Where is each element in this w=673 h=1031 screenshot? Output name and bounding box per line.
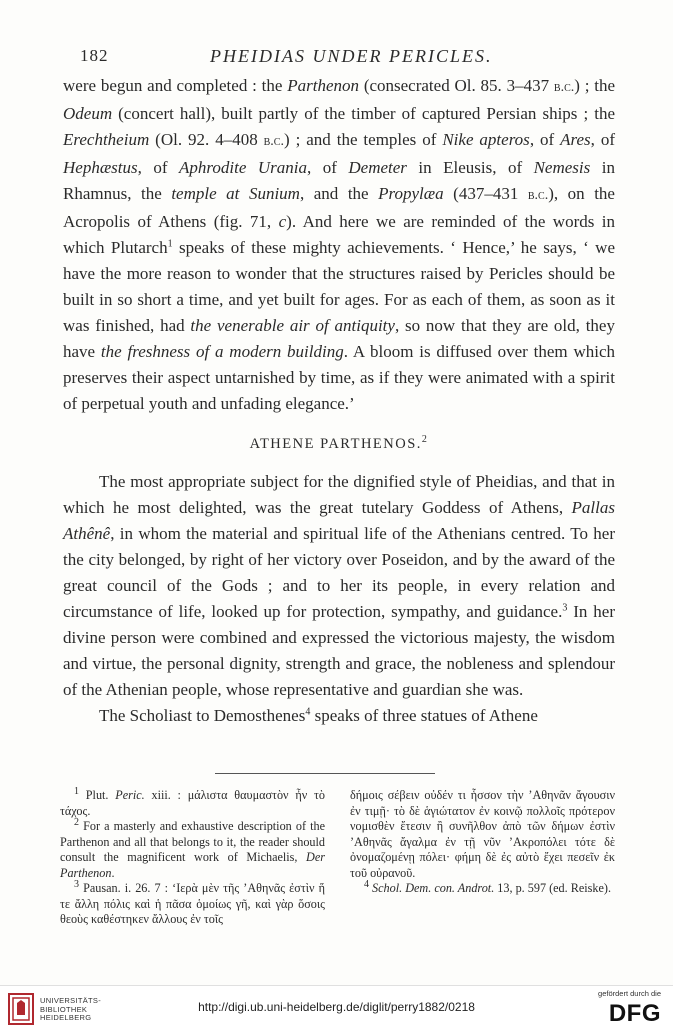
footnote-2: $^2$ For a masterly and exhaustive description of the Parthenon and all that belongs to it, the reader should consult the magnificent work of Michaelis, Der Parthenon. — [60, 816, 325, 880]
running-header — [60, 40, 620, 70]
footer-bar — [0, 985, 673, 1031]
paragraph-2: The most appropriate subject for the dignified style of Pheidias, and that in which he most delighted, was the great tutelary Goddess of Athens, Pallas Athênê, in whom the material and spiritual life of the Athenians centred. To her the city belonged, by right of her victory over Poseidon, and by the award of the great council of the Gods ; and to her its people, in every relation and circumstance of life, looked up for protection, sympathy, and guidance.$^3$ In her divine person were combined and expressed the victorious majesty, the wisdom and virtue, the personal dignity, strength and grace, the nobleness and splendour of the Athenian people, whose representative and guardian she was. — [63, 472, 615, 699]
term-erechtheium: Erechtheium — [63, 130, 150, 149]
term-ares: Ares — [560, 130, 591, 149]
footnote-ref-2: 2 — [421, 434, 429, 446]
footnotes-right-column — [350, 788, 615, 897]
footnote-3: $^3$ Pausan. i. 26. 7 : ‘Ιερὰ μὲν τῆς ’Αθηνᾶς ἐστὶν ἥ τε ἄλλη πόλις καὶ ἡ πᾶσα ὁμοίως γῆ, καὶ γὰρ ὅσοις θεοὺς καθέστηκεν ἄλλους ἐν τοῖς — [60, 878, 325, 926]
term-demeter: Demeter — [348, 158, 407, 177]
running-title: PHEIDIAS UNDER PERICLES. — [210, 46, 493, 66]
footnote-4: $^4$ Schol. Dem. con. Androt. 13, p. 597 (ed. Reiske). — [364, 878, 612, 895]
quote-venerable: the venerable air of antiquity — [190, 316, 395, 335]
source-url-link[interactable]: http://digi.ub.uni-heidelberg.de/diglit/perry1882/0218 — [198, 1000, 475, 1014]
page-number: 182 — [80, 46, 109, 65]
paragraph-1: were begun and completed : the Parthenon (consecrated Ol. 85. 3–437 b.c.) ; the Odeum (concert hall), built partly of the timber of captured Persian ships ; the Erechtheium (Ol. 92. 4–408 b.c.) ; and the temples of Nike apteros, of Ares, of Hephæstus, of Aphrodite Urania, of Demeter in Eleusis, of Nemesis in Rhamnus, the temple at Sunium, and the Propylæa (437–431 b.c.), on the Acropolis of Athens (fig. 71, c). And here we are reminded of the words in which Plutarch$^1$ speaks of these mighty achievements. ‘ Hence,’ he says, ‘ we have the more reason to wonder that the structures raised by Pericles should be built in so short a time, and yet built for ages. For as each of them, as soon as it was finished, had the venerable air of antiquity, so now that they are old, they have the freshness of a modern building. A bloom is diffused over them which preserves their aspect untarnished by time, as if they were animated with a spirit of perpetual youth and unfading elegance.’ — [63, 76, 616, 413]
term-nemesis: Nemesis — [533, 158, 591, 177]
funded-by-label: gefördert durch die — [598, 989, 661, 998]
footnotes-left-column — [60, 785, 325, 928]
main-text — [63, 73, 615, 729]
section-title: ATHENE PARTHENOS.$^2$ — [249, 434, 429, 452]
term-aphrodite: Aphrodite Urania — [179, 158, 307, 177]
term-parthenon: Parthenon — [287, 76, 360, 95]
term-propylaea: Propylæa — [378, 184, 444, 203]
footnote-ref-1: 1 — [167, 238, 173, 250]
term-pallas-athene: Pallas Athênê — [63, 498, 615, 543]
term-hephaestus: Hephæstus — [63, 158, 138, 177]
footnote-ref-4: 4 — [305, 706, 311, 718]
paragraph-3: The Scholiast to Demosthenes$^4$ speaks of three statues of Athene — [99, 706, 538, 725]
footnote-ref-3: 3 — [562, 602, 568, 614]
dfg-logo: DFG — [608, 1000, 661, 1027]
term-nike: Nike apteros — [442, 130, 530, 149]
footnote-3-continued: δήμοις σέβειν οὐδέν τι ἧσσον τὴν ’Αθηνᾶν ἄγουσιν ἐν τιμῇ· τὸ δὲ ἁγιώτατον ἐν κοινῷ πολλοῖς πρότερον νομισθὲν ἔτεσιν ἢ συνῆλθον ἀπὸ τῶν δήμων ἐστὶν ’Αθηνᾶς ἄγαλμα ἐν τῇ νῦν ’Ακροπόλει τότε δὲ ὀνομαζομένῃ πόλει· φήμη δὲ ἐς αὐτὸ ἔχει πεσεῖν ἐκ τοῦ οὐρανοῦ. — [350, 788, 615, 880]
term-odeum: Odeum — [63, 104, 113, 123]
footnote-rule — [215, 773, 435, 774]
university-library-name: UNIVERSITÄTS- BIBLIOTHEK HEIDELBERG — [40, 996, 101, 1022]
term-sunium: temple at Sunium — [171, 184, 300, 203]
footnote-1: $^1$ Plut. Peric. xiii. : μάλιστα θαυμαστὸν ἦν τὸ τάχος. — [60, 785, 325, 818]
quote-freshness: the freshness of a modern building — [100, 342, 344, 361]
